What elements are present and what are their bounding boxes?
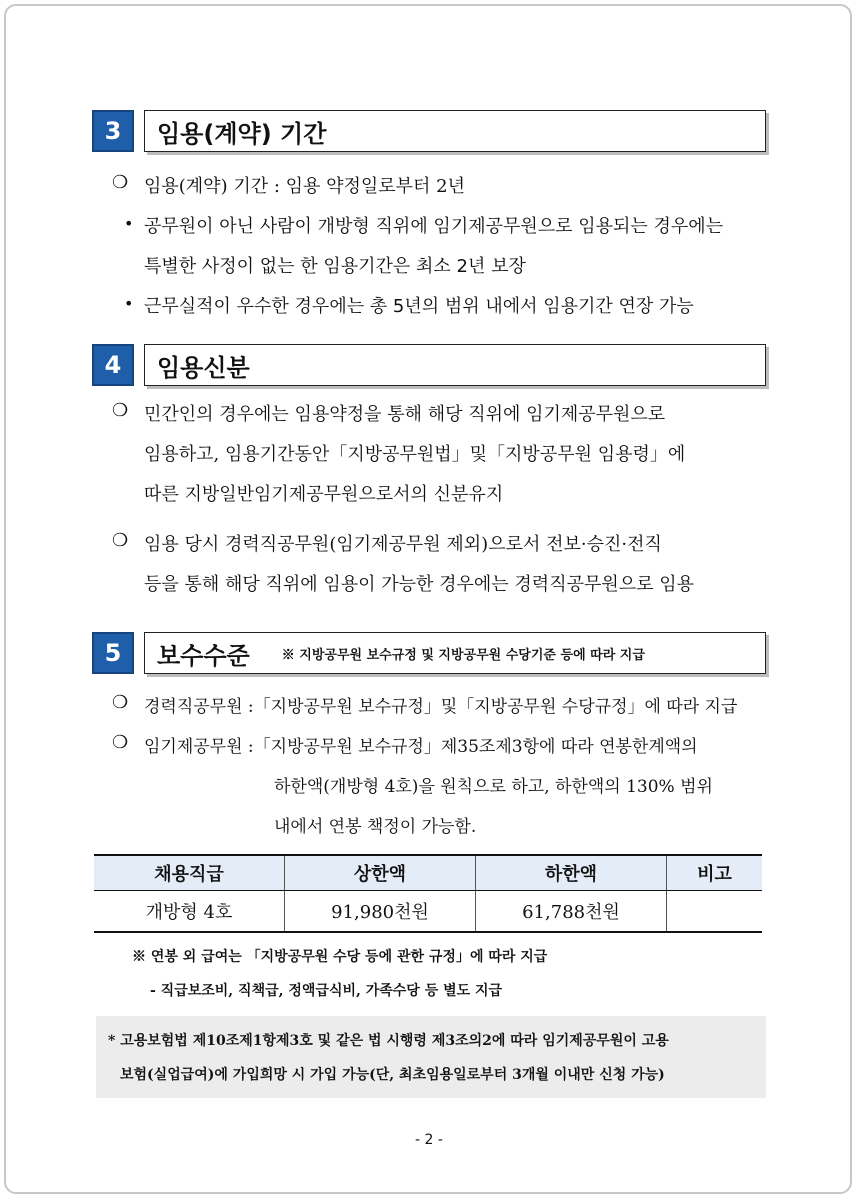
circle-bullet-icon: ❍ xyxy=(112,530,129,551)
s4-p1-l2: 임용하고, 임용기간동안「지방공무원법」및「지방공무원 임용령」에 xyxy=(144,444,686,465)
section-title xyxy=(144,632,766,674)
section-number-badge: 3 xyxy=(92,110,134,152)
circle-bullet-icon: ❍ xyxy=(112,400,129,421)
s4-p1-l3: 따른 지방일반임기제공무원으로서의 신분유지 xyxy=(144,484,504,505)
table-cell xyxy=(667,891,763,933)
section-number-badge: 4 xyxy=(92,344,134,386)
section-note: ※ 지방공무원 보수규정 및 지방공무원 수당기준 등에 따라 지급 xyxy=(281,647,645,663)
s5-p1: 경력직공무원 :「지방공무원 보수규정」및「지방공무원 수당규정」에 따라 지급 xyxy=(144,697,738,717)
section-title-text: 임용신분 xyxy=(157,353,250,382)
table-header-row xyxy=(94,855,762,891)
dot-bullet-icon: • xyxy=(124,294,134,313)
table-header-cell: 상한액 xyxy=(285,855,476,891)
table-cell: 개방형 4호 xyxy=(94,891,285,933)
table-header-cell: 비고 xyxy=(667,855,763,891)
s4-p2-l2: 등을 통해 해당 직위에 임용이 가능한 경우에는 경력직공무원으로 임용 xyxy=(144,574,695,595)
salary-table xyxy=(94,854,762,933)
section-3-header xyxy=(92,110,766,152)
section-4-header xyxy=(92,344,766,386)
s5-p2-l1: 임기제공무원 :「지방공무원 보수규정」제35조제3항에 따라 연봉한계액의 xyxy=(144,737,698,757)
section-title-text: 임용(계약) 기간 xyxy=(157,119,327,148)
s4-p2-l1: 임용 당시 경력직공무원(임기제공무원 제외)으로서 전보·승진·전직 xyxy=(144,534,662,555)
section-title xyxy=(144,110,766,152)
note-1: ※ 연봉 외 급여는 「지방공무원 수당 등에 관한 규정」에 따라 지급 xyxy=(132,949,548,965)
s3-circle-1: 임용(계약) 기간 : 임용 약정일로부터 2년 xyxy=(144,176,465,197)
s5-p2-l3: 내에서 연봉 책정이 가능함. xyxy=(274,817,477,837)
s3-bullet-2: 근무실적이 우수한 경우에는 총 5년의 범위 내에서 임용기간 연장 가능 xyxy=(144,296,694,317)
section-title-text: 보수수준 xyxy=(157,641,250,670)
s5-p2-l2: 하한액(개방형 4호)을 원칙으로 하고, 하한액의 130% 범위 xyxy=(274,777,713,797)
circle-bullet-icon: ❍ xyxy=(112,172,129,193)
dot-bullet-icon: • xyxy=(124,214,134,233)
circle-bullet-icon: ❍ xyxy=(112,692,129,713)
table-row xyxy=(94,891,762,933)
s3-bullet-1a: 공무원이 아닌 사람이 개방형 직위에 임기제공무원으로 임용되는 경우에는 xyxy=(144,216,724,237)
table-cell: 61,788천원 xyxy=(476,891,667,933)
s3-bullet-1b: 특별한 사정이 없는 한 임용기간은 최소 2년 보장 xyxy=(144,256,526,277)
insurance-note-box xyxy=(96,1016,766,1098)
section-5-header xyxy=(92,632,766,674)
note-2: - 직급보조비, 직책급, 정액급식비, 가족수당 등 별도 지급 xyxy=(150,983,503,999)
circle-bullet-icon: ❍ xyxy=(112,732,129,753)
table-header-cell: 채용직급 xyxy=(94,855,285,891)
insurance-note-line-2: 보험(실업급여)에 가입희망 시 가입 가능(단, 최초임용일로부터 3개월 이내만 신청 가능) xyxy=(120,1067,665,1083)
table-header-cell: 하한액 xyxy=(476,855,667,891)
section-title xyxy=(144,344,766,386)
table-cell: 91,980천원 xyxy=(285,891,476,933)
section-number-badge: 5 xyxy=(92,632,134,674)
page-number: - 2 - xyxy=(415,1132,443,1148)
s4-p1-l1: 민간인의 경우에는 임용약정을 통해 해당 직위에 임기제공무원으로 xyxy=(144,404,666,425)
insurance-note-line-1: * 고용보험법 제10조제1항제3호 및 같은 법 시행령 제3조의2에 따라 임기제공무원이 고용 xyxy=(108,1033,669,1049)
